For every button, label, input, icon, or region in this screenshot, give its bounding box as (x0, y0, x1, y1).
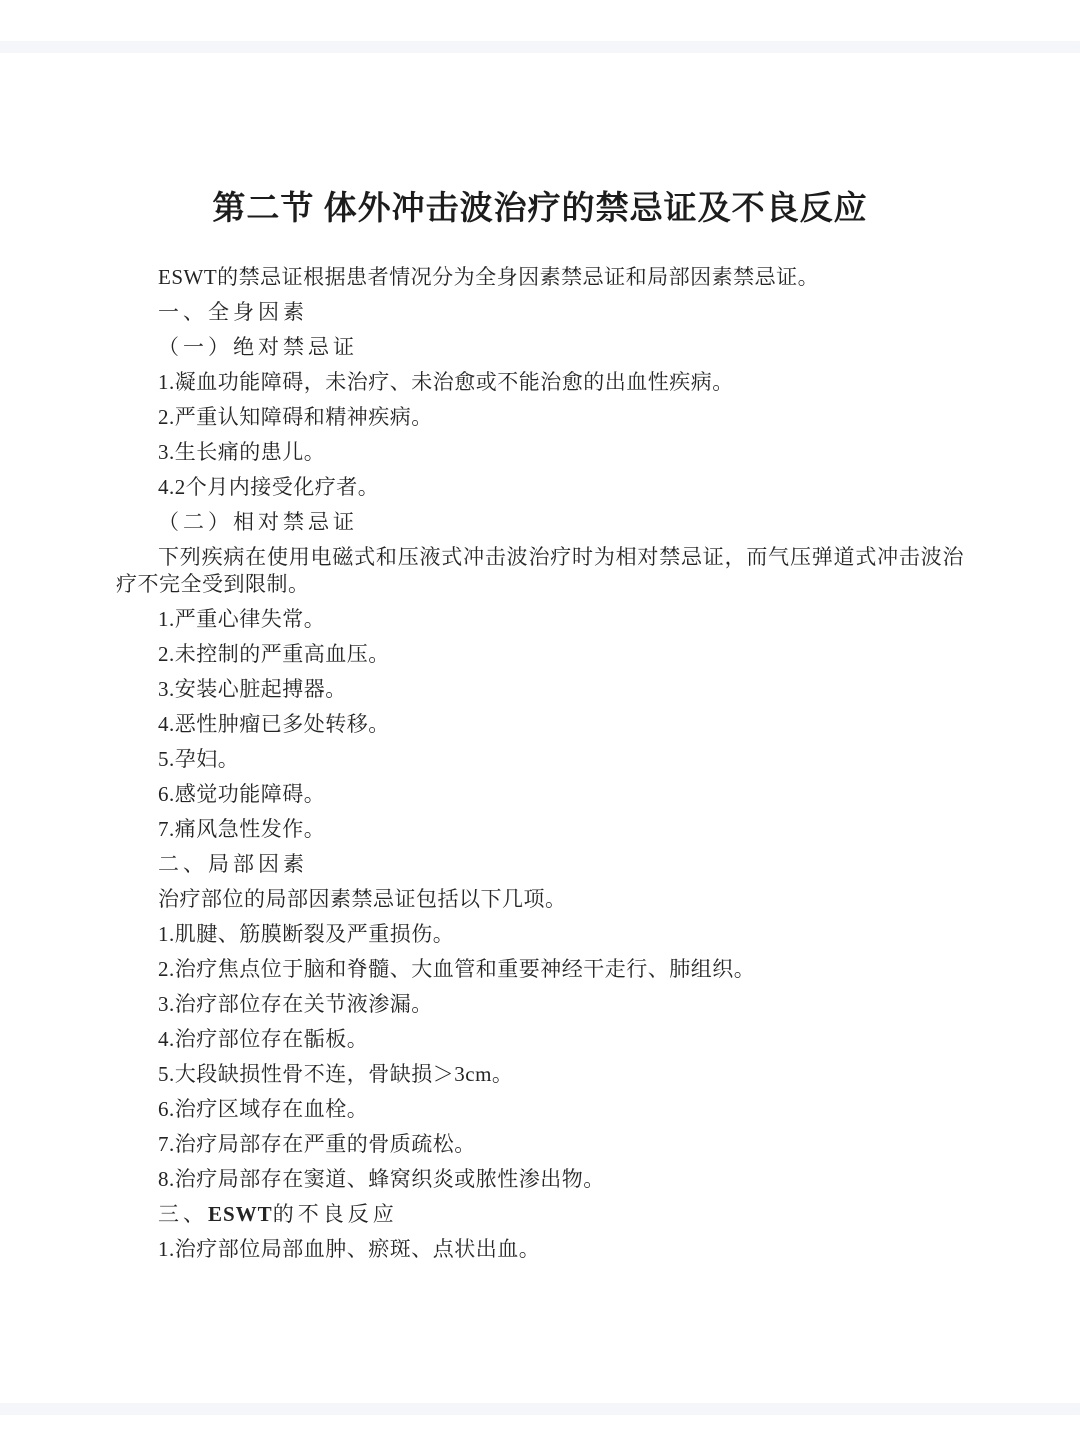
list-item: 1.凝血功能障碍，未治疗、未治愈或不能治愈的出血性疾病。 (158, 370, 734, 394)
note-paragraph: 下列疾病在使用电磁式和压液式冲击波治疗时为相对禁忌证，而气压弹道式冲击波治疗不完全受到限制。 (116, 545, 964, 596)
list-item: 2.严重认知障碍和精神疾病。 (158, 405, 433, 429)
document-page (116, 186, 964, 1271)
list-item: 2.未控制的严重高血压。 (158, 642, 390, 666)
intro-paragraph: ESWT的禁忌证根据患者情况分为全身因素禁忌证和局部因素禁忌证。 (158, 265, 820, 289)
section-heading-systemic: 一、全身因素 (158, 300, 308, 324)
list-item: 2.治疗焦点位于脑和脊髓、大血管和重要神经干走行、肺组织。 (158, 957, 756, 981)
list-item: 6.感觉功能障碍。 (158, 782, 326, 806)
list-item: 5.孕妇。 (158, 747, 240, 771)
list-item: 8.治疗局部存在窦道、蜂窝织炎或脓性渗出物。 (158, 1167, 605, 1191)
note-paragraph: 治疗部位的局部因素禁忌证包括以下几项。 (158, 887, 567, 911)
list-item: 1.肌腱、筋膜断裂及严重损伤。 (158, 922, 455, 946)
list-item: 4.治疗部位存在骺板。 (158, 1027, 369, 1051)
list-item: 1.严重心律失常。 (158, 607, 326, 631)
adverse-heading-acronym: ESWT (208, 1202, 273, 1226)
list-item: 3.生长痛的患儿。 (158, 440, 326, 464)
scan-artifact-band-top (0, 41, 1080, 53)
list-item: 6.治疗区域存在血栓。 (158, 1097, 369, 1121)
page-title: 第二节 体外冲击波治疗的禁忌证及不良反应 (212, 191, 868, 227)
list-item: 4.恶性肿瘤已多处转移。 (158, 712, 390, 736)
section-heading-local: 二、局部因素 (158, 852, 308, 876)
list-item: 3.治疗部位存在关节液渗漏。 (158, 992, 433, 1016)
list-item: 4.2个月内接受化疗者。 (158, 475, 380, 499)
adverse-heading-prefix: 三、 (158, 1202, 208, 1226)
list-item: 5.大段缺损性骨不连，骨缺损＞3cm。 (158, 1062, 514, 1086)
list-item: 7.治疗局部存在严重的骨质疏松。 (158, 1132, 476, 1156)
subsection-heading-absolute: （一）绝对禁忌证 (158, 335, 358, 359)
scan-artifact-band-bottom (0, 1403, 1080, 1415)
adverse-heading-suffix: 的不良反应 (272, 1202, 398, 1226)
subsection-heading-relative: （二）相对禁忌证 (158, 510, 358, 534)
list-item: 7.痛风急性发作。 (158, 817, 326, 841)
list-item: 3.安装心脏起搏器。 (158, 677, 347, 701)
section-heading-adverse (116, 1201, 964, 1228)
list-item: 1.治疗部位局部血肿、瘀斑、点状出血。 (158, 1237, 541, 1261)
